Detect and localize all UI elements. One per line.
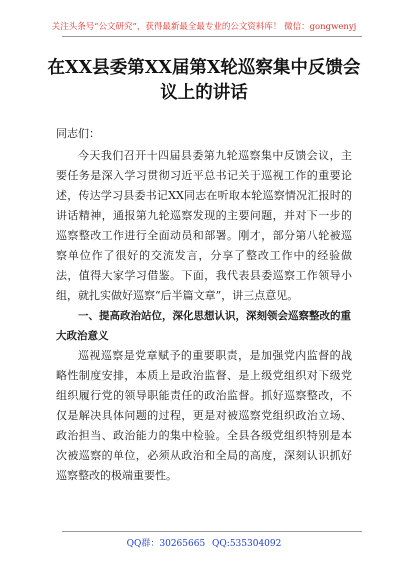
document-title: 在XX县委第XX届第X轮巡察集中反馈会议上的讲话 — [47, 58, 361, 103]
greeting: 同志们： — [56, 127, 100, 140]
footer-contact: QQ群：30265665 QQ:535304092 — [126, 539, 282, 549]
footer-divider — [62, 531, 362, 532]
header-divider — [62, 36, 362, 37]
intro-paragraph: 今天我们召开十四届县委第九轮巡察集中反馈会议，主要任务是深入学习贯彻习近平总书记关于巡视工作的重要论述，传达学习县委书记XX同志在听取本轮巡察情况汇报时的讲话精神，通报第九轮巡察发现的主要问题，并对下一步的巡察整改工作进行全面动员和部署。刚才，部分第八轮被巡察单位作了很好的交流发言，分享了整改工作中的经验做法，值得大家学习借鉴。下面，我代表县委巡察工作领导小组，就扎实做好巡察“后半篇文章”，讲三点意见。 — [56, 149, 352, 302]
header-banner: 关注头条号“公文研究”，获得最新最全最专业的公文资料库！ 微信：gongwenyj — [51, 22, 357, 32]
section-heading-1: 一、提高政治站位，深化思想认识，深刻领会巡察整改的重大政治意义 — [56, 310, 351, 342]
section-paragraph-1: 巡视巡察是党章赋予的重要职责，是加强党内监督的战略性制度安排，本质上是政治监督、是上级党组织对下级党组织履行党的领导职能责任的政治监督。抓好巡察整改，不仅是解决具体问题的过程，更是对被巡察党组织政治立场、政治担当、政治能力的集中检验。全县各级党组织特别是本次被巡察的单位，必须从政治和全局的高度，深刻认识抓好巡察整改的极端重要性。 — [56, 349, 352, 482]
document-body — [56, 124, 352, 486]
